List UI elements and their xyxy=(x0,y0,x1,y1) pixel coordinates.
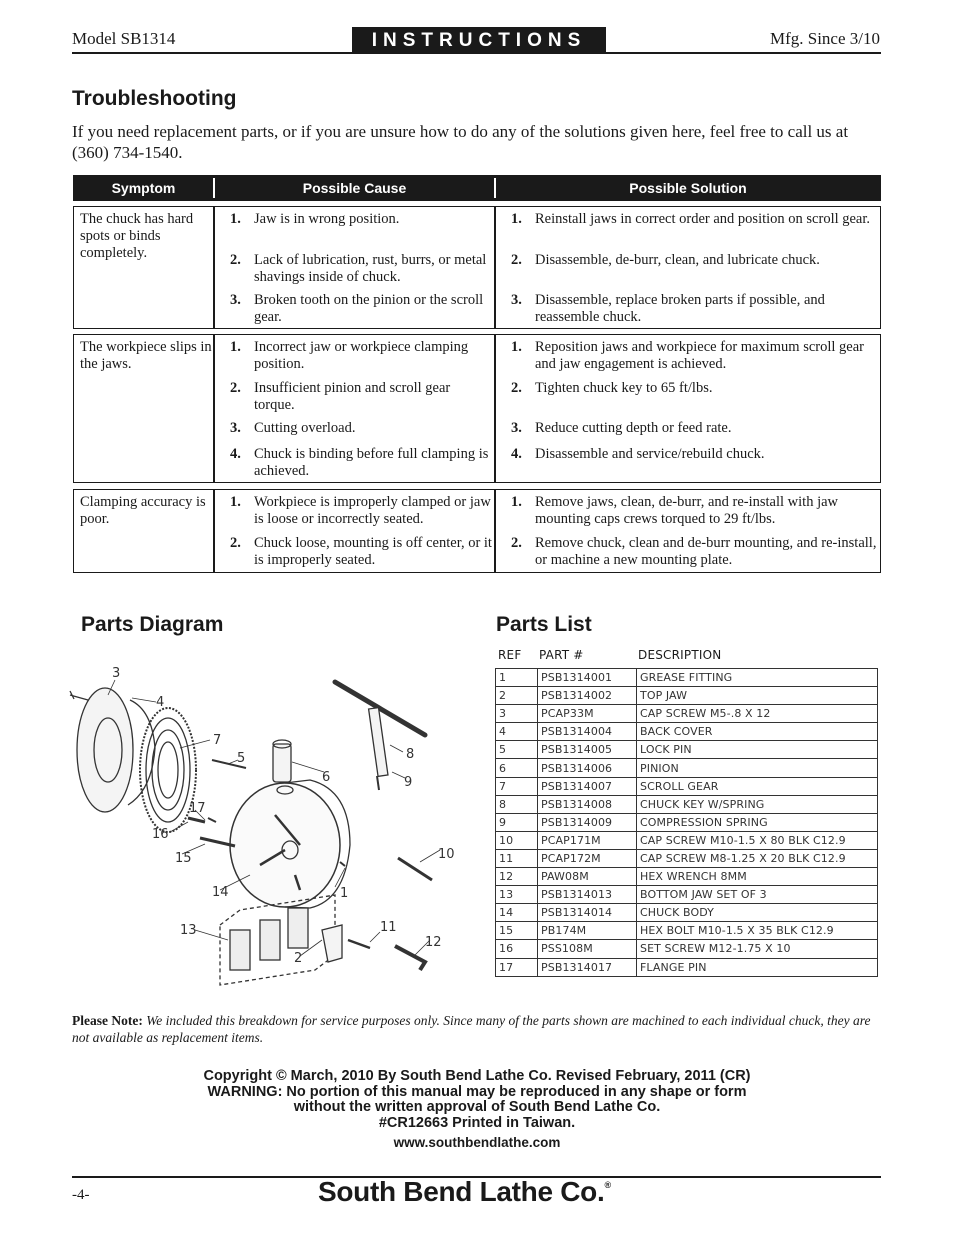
part-number-cell: PCAP33M xyxy=(538,705,637,723)
jaw-screw-shape xyxy=(348,940,370,948)
solution-text: Reinstall jaws in correct order and position on scroll gear. xyxy=(535,211,871,227)
troubleshooting-row xyxy=(73,489,881,573)
part-ref-cell: 9 xyxy=(496,813,538,831)
part-description-cell: CHUCK BODY xyxy=(637,904,878,922)
brand-logo xyxy=(318,1176,611,1208)
grease-fitting-shape xyxy=(340,862,345,866)
callout-label: 5 xyxy=(237,751,246,766)
part-number-cell: PB174M xyxy=(538,922,637,940)
pinion-shape xyxy=(273,744,291,782)
solution-text: Remove chuck, clean and de-burr mounting, and re-install, or machine a new mounting plate. xyxy=(535,535,877,568)
note-text: We included this breakdown for service purposes only. Since many of the parts shown are machined to each individual chuck, they are not available as replacement items. xyxy=(72,1013,871,1045)
part-ref-cell: 15 xyxy=(496,922,538,940)
parts-list-row xyxy=(496,958,878,976)
header-rule xyxy=(72,52,881,54)
bottom-jaw-shape xyxy=(288,908,308,948)
solution-text: Disassemble, replace broken parts if possible, and reassemble chuck. xyxy=(535,292,825,325)
column-header-cause: Possible Cause xyxy=(302,180,407,196)
parts-list-row xyxy=(496,868,878,886)
part-number-cell: PSB1314009 xyxy=(538,813,637,831)
callout-label: 10 xyxy=(438,847,455,862)
part-description-cell: LOCK PIN xyxy=(637,741,878,759)
scroll-gear-ring xyxy=(158,742,178,798)
please-note xyxy=(72,1012,872,1046)
column-header-symptom: Symptom xyxy=(111,180,176,196)
callout-label: 2 xyxy=(294,951,303,966)
cause-text: Incorrect jaw or workpiece clamping position. xyxy=(254,339,469,372)
column-divider xyxy=(213,490,215,572)
parts-list-row xyxy=(496,904,878,922)
callout-label: 17 xyxy=(189,801,206,816)
parts-list-row xyxy=(496,705,878,723)
part-ref-cell: 4 xyxy=(496,723,538,741)
cause-text: Chuck is binding before full clamping is achieved. xyxy=(254,446,489,479)
troubleshooting-heading: Troubleshooting xyxy=(72,87,237,110)
website-link[interactable]: www.southbendlathe.com xyxy=(393,1135,561,1150)
item-number: 2. xyxy=(230,380,241,396)
symptom-text: The workpiece slips in the jaws. xyxy=(80,339,212,372)
part-description-cell: SET SCREW M12-1.75 X 10 xyxy=(637,940,878,958)
chuck-key-shaft xyxy=(369,708,388,777)
callout-label: 4 xyxy=(156,695,165,710)
parts-list-row xyxy=(496,940,878,958)
callout-label: 3 xyxy=(112,666,121,681)
part-ref-cell: 17 xyxy=(496,958,538,976)
item-number: 1. xyxy=(230,494,241,510)
troubleshooting-row xyxy=(73,334,881,483)
registered-mark: ® xyxy=(604,1180,611,1190)
parts-list-row xyxy=(496,723,878,741)
note-label: Please Note: xyxy=(72,1013,143,1028)
parts-list-row xyxy=(496,813,878,831)
item-number: 2. xyxy=(230,252,241,268)
item-number: 1. xyxy=(230,211,241,227)
callout-label: 11 xyxy=(380,920,397,935)
callout-label: 6 xyxy=(322,770,331,785)
cap-screw-long-shape xyxy=(398,858,432,880)
parts-list-row xyxy=(496,831,878,849)
chuck-body-front xyxy=(230,783,340,907)
part-ref-cell: 13 xyxy=(496,886,538,904)
copyright-line: Copyright © March, 2010 By South Bend Lathe Co. Revised February, 2011 (CR) xyxy=(203,1068,751,1084)
parts-list-row xyxy=(496,669,878,687)
part-description-cell: BOTTOM JAW SET OF 3 xyxy=(637,886,878,904)
parts-list-row xyxy=(496,777,878,795)
troubleshooting-row xyxy=(73,206,881,329)
troubleshooting-table-header xyxy=(73,175,881,201)
part-description-cell: CAP SCREW M8-1.25 X 20 BLK C12.9 xyxy=(637,849,878,867)
part-ref-cell: 16 xyxy=(496,940,538,958)
parts-list-body xyxy=(496,669,878,977)
part-ref-cell: 11 xyxy=(496,849,538,867)
column-header-part: PART # xyxy=(539,648,584,662)
part-description-cell: CHUCK KEY W/SPRING xyxy=(637,795,878,813)
part-number-cell: PSB1314014 xyxy=(538,904,637,922)
cause-text: Jaw is in wrong position. xyxy=(254,211,400,227)
item-number: 3. xyxy=(511,420,522,436)
solution-text: Disassemble and service/rebuild chuck. xyxy=(535,446,765,462)
part-description-cell: TOP JAW xyxy=(637,687,878,705)
parts-diagram-illustration xyxy=(60,640,480,990)
symptom-text: Clamping accuracy is poor. xyxy=(80,494,206,527)
callout-label: 8 xyxy=(406,747,415,762)
part-description-cell: SCROLL GEAR xyxy=(637,777,878,795)
part-ref-cell: 3 xyxy=(496,705,538,723)
copyright-block xyxy=(72,1069,882,1131)
part-ref-cell: 5 xyxy=(496,741,538,759)
page-number: -4- xyxy=(72,1187,90,1203)
section-title-banner: INSTRUCTIONS xyxy=(352,27,606,53)
scroll-gear-teeth xyxy=(140,708,196,832)
part-number-cell: PAW08M xyxy=(538,868,637,886)
print-line: #CR12663 Printed in Taiwan. xyxy=(378,1114,576,1131)
solution-text: Tighten chuck key to 65 ft/lbs. xyxy=(535,380,713,396)
solution-text: Remove jaws, clean, de-burr, and re-install with jaw mounting caps crews torqued to 29 ft/lbs. xyxy=(535,494,839,527)
part-ref-cell: 14 xyxy=(496,904,538,922)
column-header-solution: Possible Solution xyxy=(629,180,747,196)
callout-label: 13 xyxy=(180,923,197,938)
part-number-cell: PSB1314017 xyxy=(538,958,637,976)
solution-text: Reposition jaws and workpiece for maximum scroll gear and jaw engagement is achieved. xyxy=(535,339,864,372)
column-divider xyxy=(494,490,496,572)
cause-text: Lack of lubrication, rust, burrs, or metal shavings inside of chuck. xyxy=(254,252,487,285)
part-description-cell: CAP SCREW M10-1.5 X 80 BLK C12.9 xyxy=(637,831,878,849)
intro-paragraph: If you need replacement parts, or if you are unsure how to do any of the solutions given here, feel free to call us at (360) 734-1540. xyxy=(72,122,849,162)
item-number: 2. xyxy=(230,535,241,551)
item-number: 1. xyxy=(511,494,522,510)
column-divider xyxy=(494,207,496,328)
warning-line: without the written approval of South Bend Lathe Co. xyxy=(293,1099,661,1115)
warning-line: WARNING: No portion of this manual may be reproduced in any shape or form xyxy=(207,1083,747,1100)
column-divider xyxy=(213,207,215,328)
item-number: 1. xyxy=(511,211,522,227)
item-number: 3. xyxy=(511,292,522,308)
item-number: 2. xyxy=(511,535,522,551)
part-description-cell: GREASE FITTING xyxy=(637,669,878,687)
part-number-cell: PSB1314002 xyxy=(538,687,637,705)
item-number: 3. xyxy=(230,292,241,308)
parts-list-row xyxy=(496,886,878,904)
parts-diagram-heading: Parts Diagram xyxy=(81,613,224,636)
part-description-cell: HEX BOLT M10-1.5 X 35 BLK C12.9 xyxy=(637,922,878,940)
callout-label: 1 xyxy=(340,886,349,901)
callout-label: 14 xyxy=(212,885,229,900)
part-number-cell: PSS108M xyxy=(538,940,637,958)
part-number-cell: PSB1314008 xyxy=(538,795,637,813)
part-description-cell: FLANGE PIN xyxy=(637,958,878,976)
parts-list-table xyxy=(495,668,878,977)
cause-text: Broken tooth on the pinion or the scroll gear. xyxy=(254,292,484,325)
column-divider xyxy=(213,335,215,482)
header-divider xyxy=(213,178,215,198)
item-number: 1. xyxy=(230,339,241,355)
part-number-cell: PSB1314001 xyxy=(538,669,637,687)
cause-text: Insufficient pinion and scroll gear torque. xyxy=(254,380,451,413)
part-number-cell: PSB1314004 xyxy=(538,723,637,741)
cap-screw-shape xyxy=(70,691,88,700)
part-number-cell: PSB1314006 xyxy=(538,759,637,777)
part-ref-cell: 8 xyxy=(496,795,538,813)
set-screw-shape xyxy=(188,818,205,822)
flange-pin-shape xyxy=(208,818,216,822)
cause-text: Chuck loose, mounting is off center, or it is improperly seated. xyxy=(254,535,492,568)
top-jaw-shape xyxy=(322,925,342,962)
bottom-jaw-shape xyxy=(230,930,250,970)
column-header-ref: REF xyxy=(498,648,522,662)
parts-list-row xyxy=(496,687,878,705)
cause-text: Workpiece is improperly clamped or jaw is loose or incorrectly seated. xyxy=(254,494,491,527)
column-header-description: DESCRIPTION xyxy=(638,648,722,662)
callout-label: 9 xyxy=(404,775,413,790)
solution-text: Reduce cutting depth or feed rate. xyxy=(535,420,732,436)
item-number: 1. xyxy=(511,339,522,355)
part-number-cell: PSB1314013 xyxy=(538,886,637,904)
part-number-cell: PSB1314007 xyxy=(538,777,637,795)
solution-text: Disassemble, de-burr, clean, and lubricate chuck. xyxy=(535,252,820,268)
back-cover-shape xyxy=(77,688,133,812)
cause-text: Cutting overload. xyxy=(254,420,356,436)
callout-label: 12 xyxy=(425,935,442,950)
chuck-key-tip xyxy=(377,776,379,790)
brand-name: South Bend Lathe Co. xyxy=(318,1176,605,1207)
header-divider xyxy=(494,178,496,198)
parts-list-row xyxy=(496,795,878,813)
part-ref-cell: 12 xyxy=(496,868,538,886)
parts-list-row xyxy=(496,759,878,777)
part-ref-cell: 2 xyxy=(496,687,538,705)
parts-list-row xyxy=(496,922,878,940)
mfg-date-label: Mfg. Since 3/10 xyxy=(769,29,880,48)
parts-list-row xyxy=(496,849,878,867)
callout-label: 7 xyxy=(213,733,222,748)
part-description-cell: COMPRESSION SPRING xyxy=(637,813,878,831)
model-label: Model SB1314 xyxy=(72,29,176,48)
part-description-cell: PINION xyxy=(637,759,878,777)
part-ref-cell: 6 xyxy=(496,759,538,777)
part-description-cell: CAP SCREW M5-.8 X 12 xyxy=(637,705,878,723)
callout-label: 16 xyxy=(152,827,169,842)
column-divider xyxy=(494,335,496,482)
part-number-cell: PCAP172M xyxy=(538,849,637,867)
part-description-cell: HEX WRENCH 8MM xyxy=(637,868,878,886)
item-number: 3. xyxy=(230,420,241,436)
item-number: 4. xyxy=(230,446,241,462)
symptom-text: The chuck has hard spots or binds completely. xyxy=(80,211,194,261)
parts-list-row xyxy=(496,741,878,759)
part-number-cell: PCAP171M xyxy=(538,831,637,849)
part-ref-cell: 10 xyxy=(496,831,538,849)
parts-list-heading: Parts List xyxy=(496,613,592,636)
callout-label: 15 xyxy=(175,851,192,866)
part-ref-cell: 1 xyxy=(496,669,538,687)
item-number: 4. xyxy=(511,446,522,462)
item-number: 2. xyxy=(511,380,522,396)
item-number: 2. xyxy=(511,252,522,268)
part-number-cell: PSB1314005 xyxy=(538,741,637,759)
part-description-cell: BACK COVER xyxy=(637,723,878,741)
part-ref-cell: 7 xyxy=(496,777,538,795)
bottom-jaw-shape xyxy=(260,920,280,960)
